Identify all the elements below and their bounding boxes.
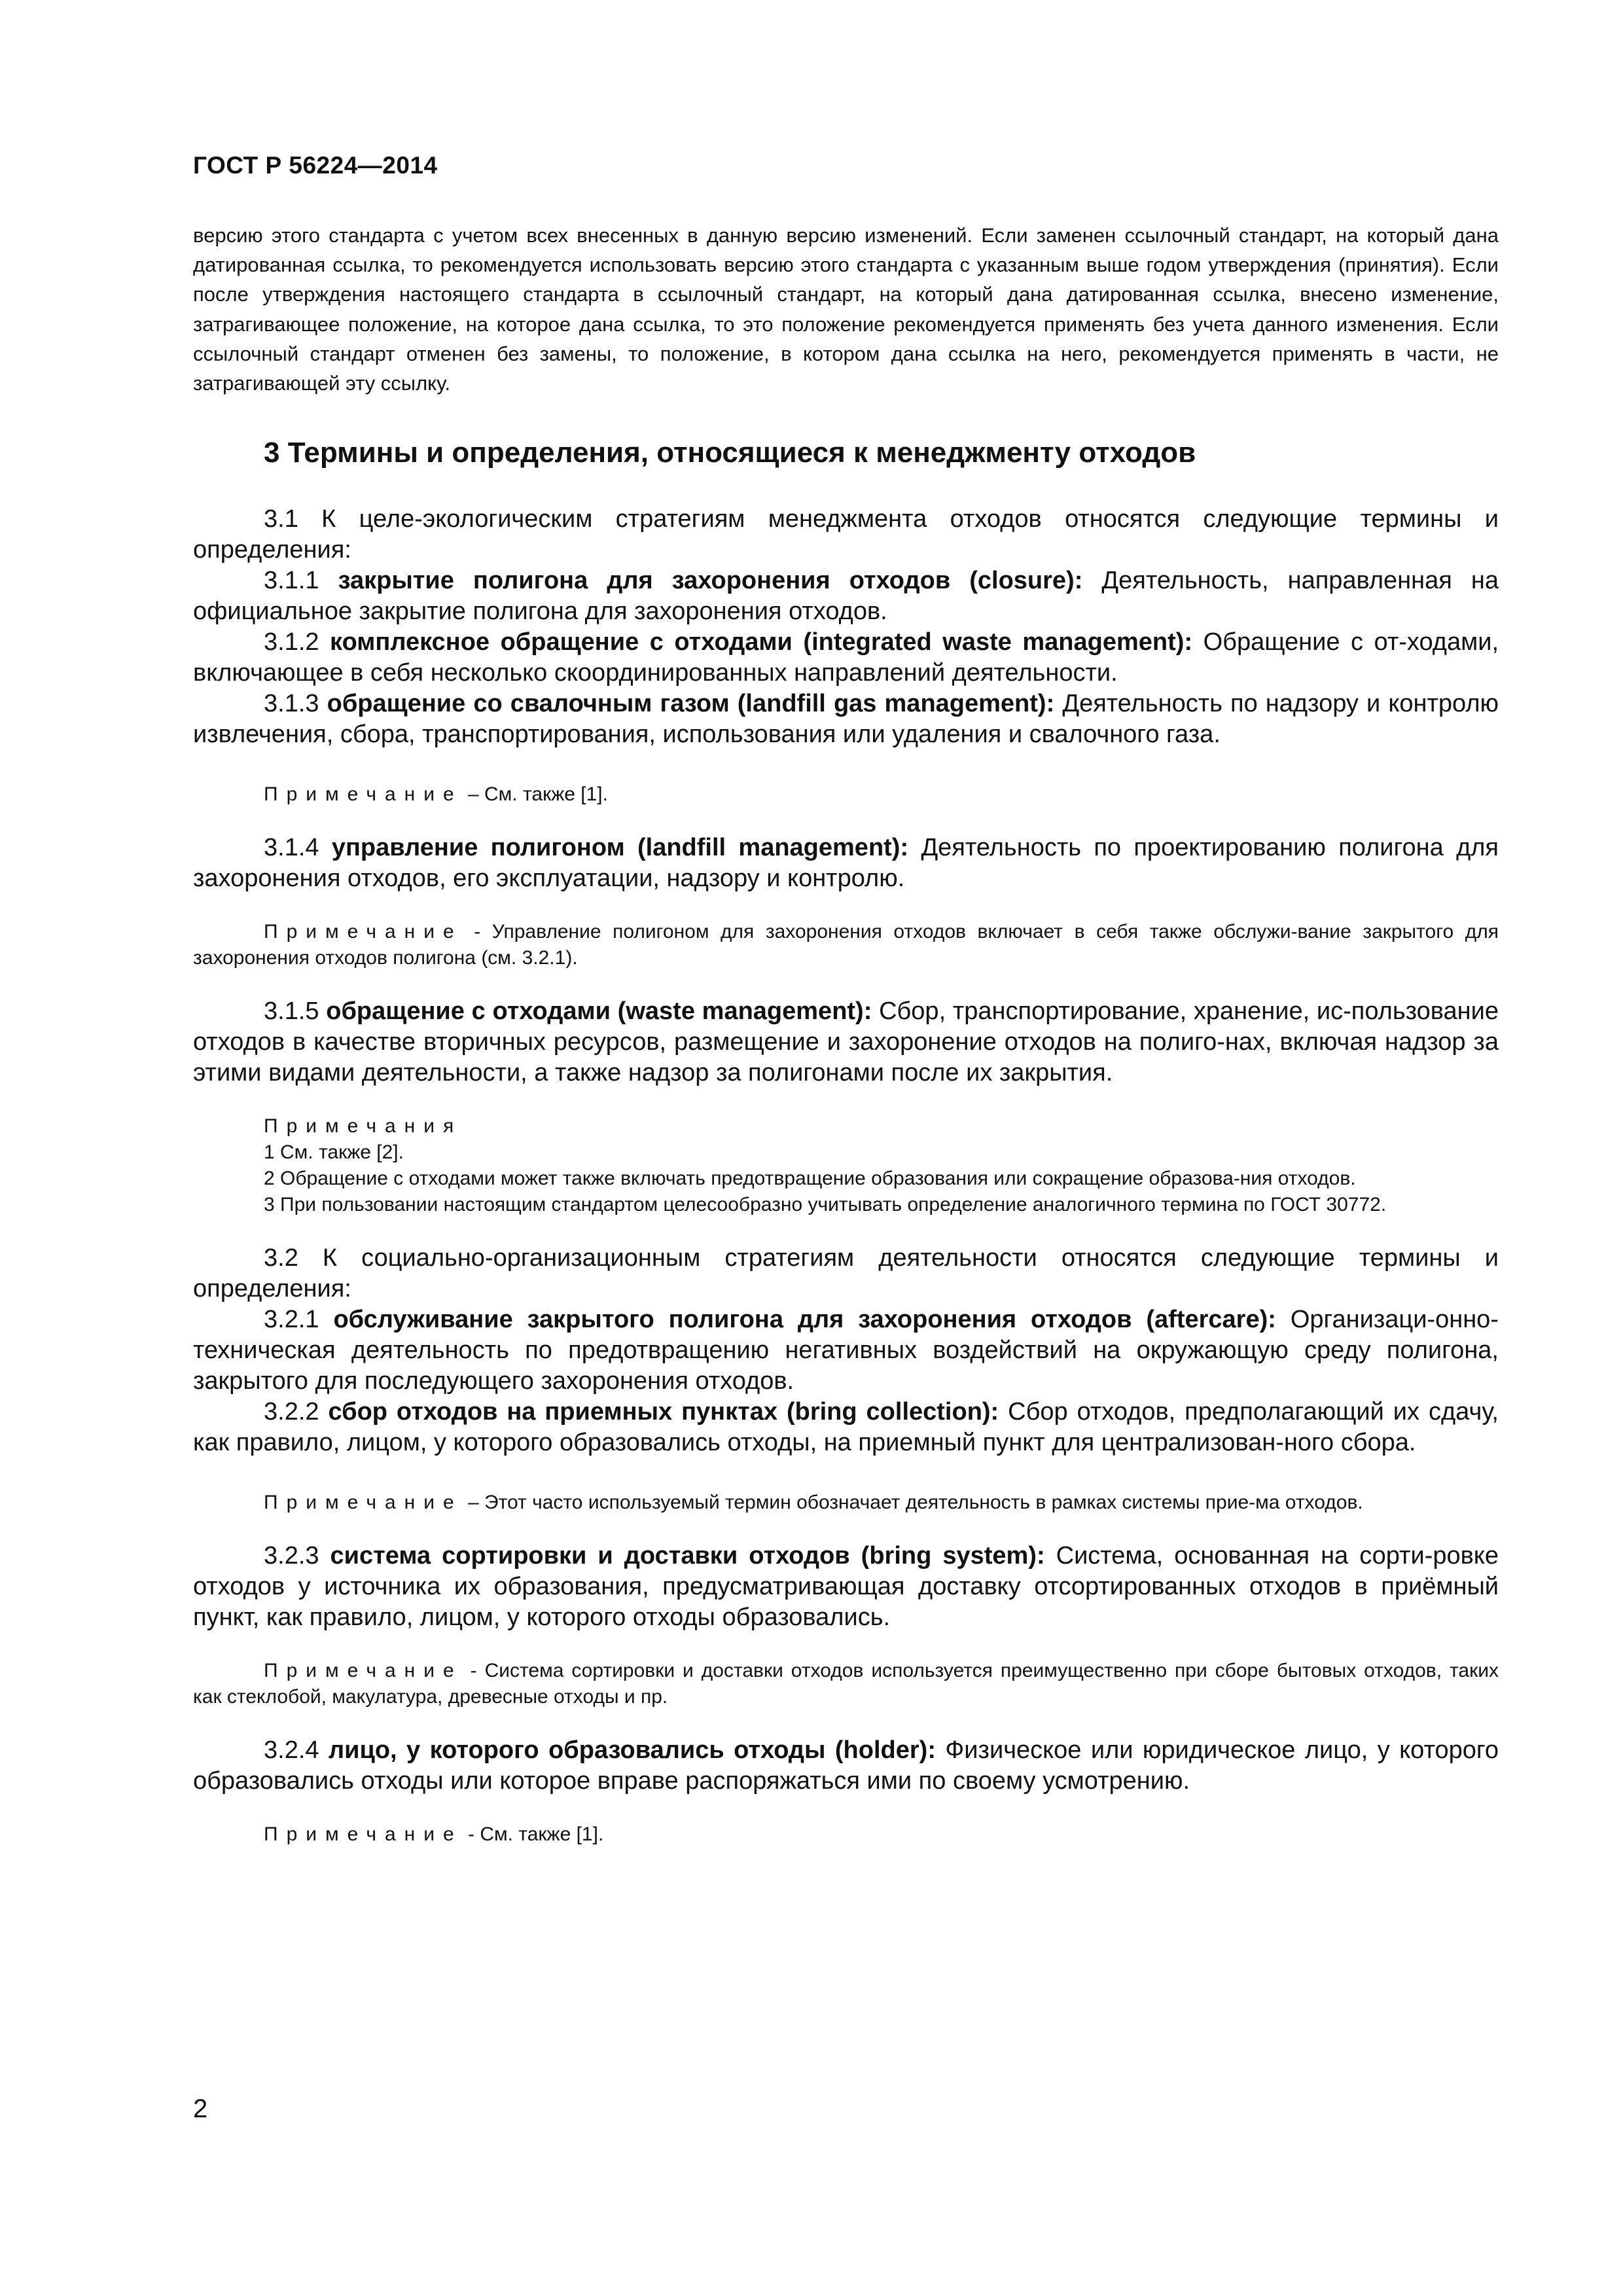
note-text: - См. также [1]. xyxy=(468,1823,604,1845)
term-definition: Деятельность по надзору и контролю извлечения, сбора, транспортирования, использования или удаления и свалочного газа. xyxy=(193,690,1499,748)
note-3-2-3 xyxy=(193,1658,1499,1710)
term-number: 3.1.3 xyxy=(264,690,319,717)
term-number: 3.2.2 xyxy=(264,1398,319,1426)
term-3-1-2 xyxy=(193,627,1499,689)
note-text: – Этот часто используемый термин обозначает деятельность в рамках системы прие-ма отходов. xyxy=(468,1492,1363,1513)
note-3-2-2 xyxy=(193,1490,1499,1516)
note-3-2-4 xyxy=(193,1821,1499,1848)
term-number: 3.1.1 xyxy=(264,567,319,594)
term-3-2-4 xyxy=(193,1735,1499,1797)
note-text: - Система сортировки и доставки отходов используется преимущественно при сборе бытовых отходов, таких как стеклобой, макулатура, древесные отходы и пр. xyxy=(193,1660,1499,1708)
term-3-1-4 xyxy=(193,833,1499,894)
term-3-1-3 xyxy=(193,689,1499,750)
note-label: Примечание xyxy=(264,921,463,942)
note-3-1-3 xyxy=(193,781,1499,808)
term-3-1-5 xyxy=(193,996,1499,1088)
document-code: ГОСТ Р 56224—2014 xyxy=(193,152,438,179)
term-name: сбор отходов на приемных пунктах (bring collection): xyxy=(328,1398,999,1426)
note-3-1-4 xyxy=(193,919,1499,971)
term-name: комплексное обращение с отходами (integrated waste management): xyxy=(330,628,1193,656)
term-number: 3.1.4 xyxy=(264,834,319,861)
note-label: Примечание xyxy=(264,1660,463,1681)
term-name: обращение со свалочным газом (landfill gas management): xyxy=(327,690,1055,717)
term-name: обращение с отходами (waste management): xyxy=(326,997,872,1025)
note-label: Примечание xyxy=(264,1823,463,1845)
note-item-1: 1 См. также [2]. xyxy=(264,1141,404,1163)
term-name: лицо, у которого образовались отходы (holder): xyxy=(328,1736,936,1764)
note-item-2: 2 Обращение с отходами может также включать предотвращение образования или сокращение образова-ния отходов. xyxy=(264,1168,1356,1189)
term-name: управление полигоном (landfill management): xyxy=(331,834,909,861)
term-definition: Система, основанная на сорти-ровке отходов у источника их образования, предусматривающая доставку отсортированных отходов в приёмный пункт, как правило, лицом, у которого отходы образовались. xyxy=(193,1542,1499,1631)
term-definition: Деятельность, направленная на официальное закрытие полигона для захоронения отходов. xyxy=(193,567,1499,625)
term-3-2-3 xyxy=(193,1541,1499,1633)
term-number: 3.2.1 xyxy=(264,1306,319,1333)
term-definition: Физическое или юридическое лицо, у которого образовались отходы или которое вправе распоряжаться ими по своему усмотрению. xyxy=(193,1736,1499,1795)
term-definition: Организаци-онно-техническая деятельность по предотвращению негативных воздействий на окружающую среду полигона, закрытого для последующего захоронения отходов. xyxy=(193,1306,1499,1395)
note-text: - Управление полигоном для захоронения отходов включает в себя также обслужи-вание закрытого для захоронения отходов полигона (см. 3.2.1). xyxy=(193,921,1499,969)
notes-3-1-5-label: Примечания xyxy=(264,1115,463,1137)
main-content xyxy=(193,504,1499,1848)
clause-3-1: 3.1 К целе-экологическим стратегиям менеджмента отходов относятся следующие термины и определения: xyxy=(193,505,1499,564)
term-definition: Обращение с от-ходами, включающее в себя несколько скоординированных направлений деятельности. xyxy=(193,628,1499,687)
note-text: – См. также [1]. xyxy=(468,783,608,805)
page-number: 2 xyxy=(193,2094,208,2123)
term-number: 3.2.4 xyxy=(264,1736,319,1764)
clause-3-2: 3.2 К социально-организационным стратегиям деятельности относятся следующие термины и определения: xyxy=(193,1244,1499,1302)
section-title: 3 Термины и определения, относящиеся к менеджменту отходов xyxy=(264,437,1196,469)
term-definition: Деятельность по проектированию полигона для захоронения отходов, его эксплуатации, надзору и контролю. xyxy=(193,834,1499,892)
term-name: система сортировки и доставки отходов (bring system): xyxy=(330,1542,1045,1570)
term-number: 3.1.5 xyxy=(264,997,319,1025)
intro-paragraph: версию этого стандарта с учетом всех внесенных в данную версию изменений. Если заменен ссылочный стандарт, на который дана датированная ссылка, то рекомендуется использовать версию этого стандарта с указанным выше годом утверждения (принятия). Если после утверждения настоящего стандарта в ссылочный стандарт, на который дана датированная ссылка, внесено изменение, затрагивающее положение, на которое дана ссылка, то это положение рекомендуется применять без учета данного изменения. Если ссылочный стандарт отменен без замены, то положение, в котором дана ссылка на него, рекомендуется применять в части, не затрагивающей эту ссылку. xyxy=(193,224,1499,395)
term-3-2-1 xyxy=(193,1304,1499,1397)
term-name: обслуживание закрытого полигона для захоронения отходов (aftercare): xyxy=(333,1306,1276,1333)
term-3-1-1 xyxy=(193,565,1499,627)
term-definition: Сбор, транспортирование, хранение, ис-пользование отходов в качестве вторичных ресурсов, размещение и захоронение отходов на полиго-нах, включая надзор за этими видами деятельности, а также надзор за полигонами после их закрытия. xyxy=(193,997,1499,1086)
term-name: закрытие полигона для захоронения отходов (closure): xyxy=(338,567,1083,594)
note-label: Примечание xyxy=(264,783,463,805)
term-definition: Сбор отходов, предполагающий их сдачу, как правило, лицом, у которого образовались отходы, на приемный пункт для централизован-ного сбора. xyxy=(193,1398,1499,1456)
note-item-3: 3 При пользовании настоящим стандартом целесообразно учитывать определение аналогичного термина по ГОСТ 30772. xyxy=(264,1194,1387,1215)
note-label: Примечание xyxy=(264,1492,463,1513)
term-number: 3.1.2 xyxy=(264,628,319,656)
term-number: 3.2.3 xyxy=(264,1542,319,1570)
term-3-2-2 xyxy=(193,1397,1499,1458)
